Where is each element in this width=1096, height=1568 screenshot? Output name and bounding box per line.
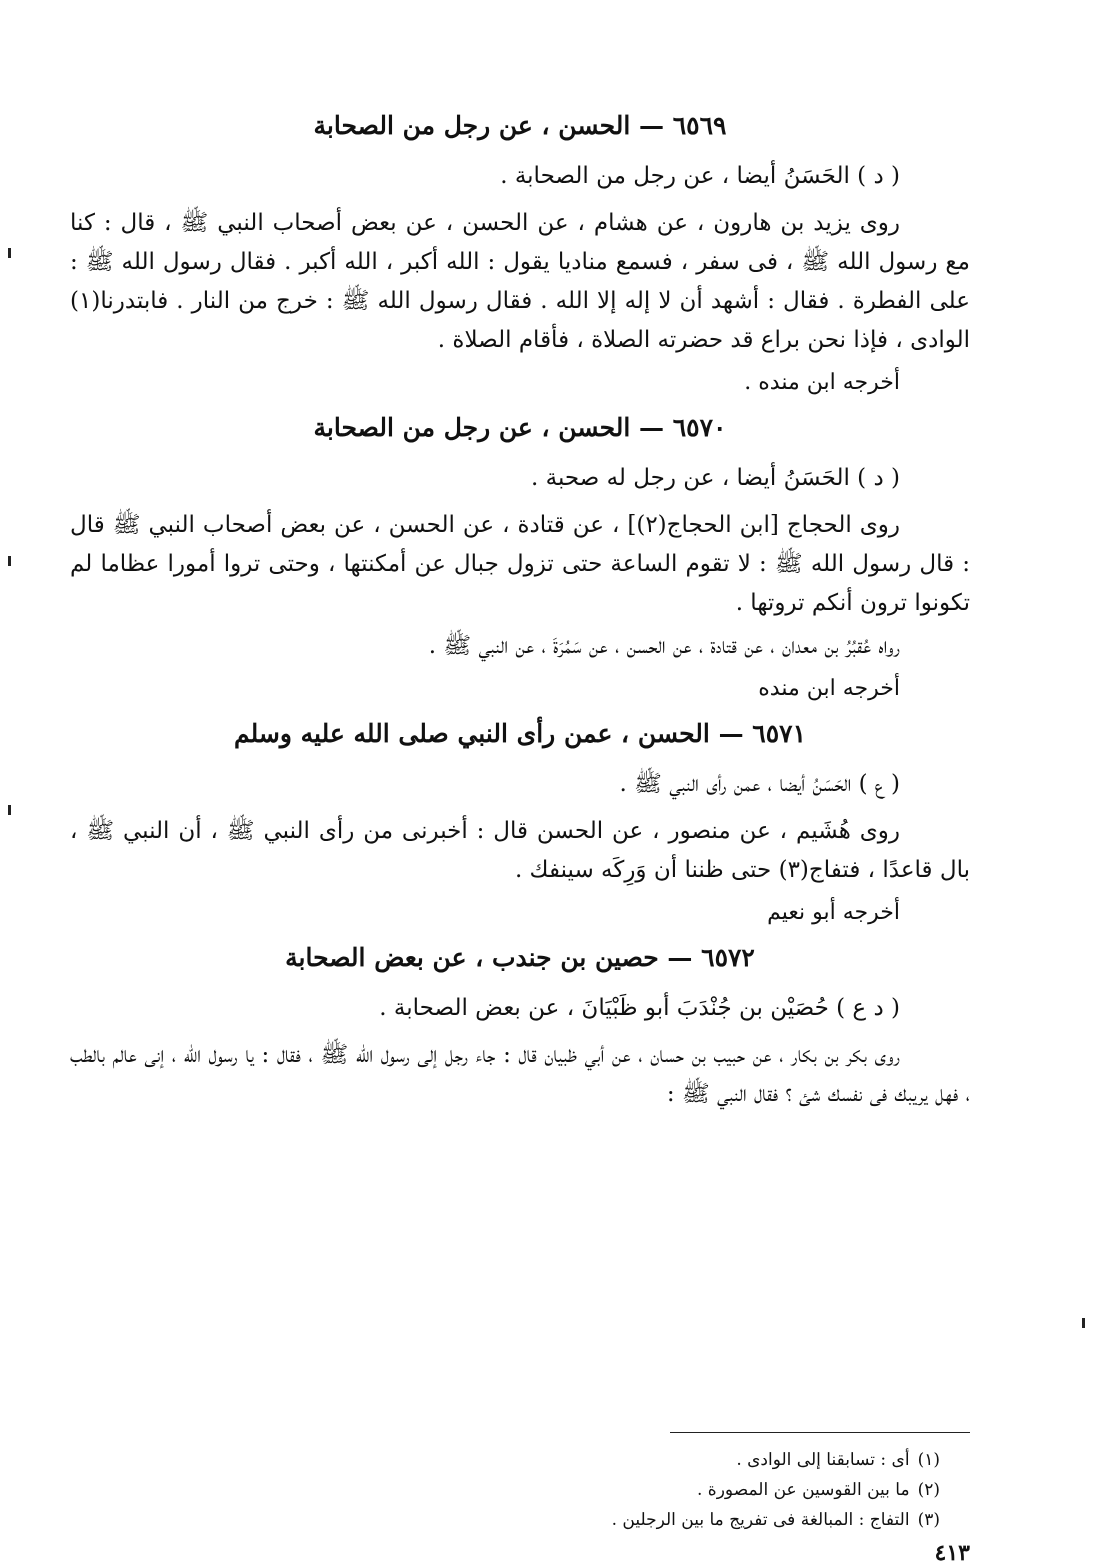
entry-paragraph: رواه عُقبُرُ بن معدان ، عن قتادة ، عن الحسن ، عن سَمُرَةَ ، عن النبي ﷺ .	[428, 633, 900, 659]
footnote-divider	[670, 1432, 970, 1433]
scan-margin-mark	[8, 556, 11, 566]
footnote-text: ما بين القوسين عن المصورة .	[697, 1480, 910, 1500]
entry-heading: ٦٥٧٠ — الحسن ، عن رجل من الصحابة	[313, 413, 727, 442]
footnote-item	[240, 1475, 940, 1505]
entry-heading: ٦٥٧١ — الحسن ، عمن رأى النبي صلى الله عليه وسلم	[234, 719, 806, 748]
entry-paragraph: روى هُشَيم ، عن منصور ، عن الحسن قال : أخبرنى من رأى النبي ﷺ ، أن النبي ﷺ ، بال قاعدًا ، فتفاج(٣) حتى ظننا أن وَرِكَه سينفك .	[70, 818, 970, 883]
footnote-number: (٢)	[917, 1480, 940, 1500]
entry-source: أخرجه أبو نعيم	[767, 900, 900, 925]
entry-6570	[70, 408, 970, 708]
footnote-number: (١)	[917, 1450, 940, 1470]
entry-6569	[70, 106, 970, 402]
entry-heading: ٦٥٦٩ — الحسن ، عن رجل من الصحابة	[313, 111, 727, 140]
footnote-text: التفاج : المبالغة فى تفريج ما بين الرجلين .	[611, 1510, 910, 1530]
scan-margin-mark	[8, 805, 11, 815]
entry-heading: ٦٥٧٢ — حصين بن جندب ، عن بعض الصحابة	[285, 943, 755, 972]
scan-margin-mark	[1082, 1318, 1085, 1328]
page-number: ٤١٣	[934, 1540, 970, 1566]
book-page	[70, 100, 970, 1566]
entry-source: أخرجه ابن منده .	[744, 370, 900, 395]
footnote-text: أى : تسابقنا إلى الوادى .	[736, 1450, 910, 1470]
entry-subheading: ( د ع ) حُصَيْن بن جُنْدَبَ أبو ظَبْيَانَ ، عن بعض الصحابة .	[379, 995, 900, 1021]
entry-6571	[70, 714, 970, 932]
footnote-item	[240, 1445, 940, 1475]
entry-paragraph: روى الحجاج [ابن الحجاج(٢)] ، عن قتادة ، عن الحسن ، عن بعض أصحاب النبي ﷺ قال : قال رسول الله ﷺ : لا تقوم الساعة حتى تزول جبال عن أمكنتها ، وحتى تروا أمورا عظاما لم تكونوا ترون أنكم تروتها .	[70, 512, 970, 616]
entry-source: أخرجه ابن منده	[758, 676, 900, 701]
entry-6572	[70, 938, 970, 1114]
footnote-item	[240, 1505, 940, 1535]
entry-subheading: ( د ) الحَسَنُ أيضا ، عن رجل له صحبة .	[530, 465, 900, 491]
footnotes	[240, 1445, 940, 1535]
entry-subheading: ( د ) الحَسَنُ أيضا ، عن رجل من الصحابة .	[500, 163, 900, 189]
entry-subheading: ( ع ) الحَسَنُ أيضا ، عمن رأى النبي ﷺ .	[619, 771, 900, 797]
footnote-number: (٣)	[917, 1510, 940, 1530]
entry-paragraph: روى بكر بن بكار ، عن حبيب بن حسان ، عن أبي ظبيان قال : جاء رجل إلى رسول الله ﷺ ، فقال : يا رسول الله ، إنى عالم بالطب ، فهل يريبك فى نفسك شئ ؟ فقال النبي ﷺ :	[70, 1042, 970, 1107]
entry-paragraph: روى يزيد بن هارون ، عن هشام ، عن الحسن ، عن بعض أصحاب النبي ﷺ ، قال : كنا مع رسول الله ﷺ ، فى سفر ، فسمع مناديا يقول : الله أكبر ، الله أكبر . فقال رسول الله ﷺ : على الفطرة . فقال : أشهد أن لا إله إلا الله . فقال رسول الله ﷺ : خرج من النار . فابتدرنا(١) الوادى ، فإذا نحن براع قد حضرته الصلاة ، فأقام الصلاة .	[70, 210, 970, 353]
scan-margin-mark	[8, 248, 11, 258]
